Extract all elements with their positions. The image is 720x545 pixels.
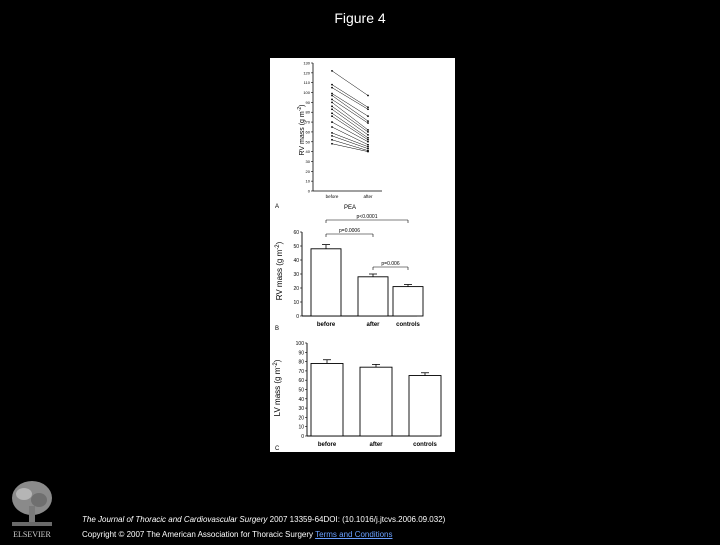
panel-b-p-value: p<0.0001 xyxy=(356,214,378,220)
panel-a-chart xyxy=(275,61,382,212)
panel-a-point-before xyxy=(331,99,333,101)
panel-b-bar xyxy=(393,287,423,316)
panel-a-point-after xyxy=(367,95,369,97)
panel-a-point-after xyxy=(367,131,369,133)
panel-b-ytick-label: 30 xyxy=(293,272,299,278)
panel-b-ytick-label: 0 xyxy=(296,314,299,320)
panel-a-ytick-label: 30 xyxy=(305,158,310,164)
panel-a-ytick-label: 60 xyxy=(305,129,310,135)
panel-a-ytick-label: 130 xyxy=(303,60,310,66)
panel-a-point-before xyxy=(331,121,333,123)
panel-a-point-after xyxy=(367,134,369,136)
panel-c-ytick-label: 70 xyxy=(298,368,304,375)
panel-b-ytick-label: 10 xyxy=(293,300,299,306)
panel-b-ytick-label: 20 xyxy=(293,286,299,292)
panel-c-ytick-label: 30 xyxy=(298,406,304,413)
terms-link[interactable]: Terms and Conditions xyxy=(315,530,393,539)
copyright-text: Copyright © 2007 The American Association for Thoracic Surgery xyxy=(82,530,314,539)
panel-b-ytick-label: 60 xyxy=(293,230,299,236)
panel-a-point-before xyxy=(331,101,333,103)
figure-panel xyxy=(270,58,455,452)
panel-a-point-before xyxy=(331,70,333,72)
panel-c-ytick-label: 40 xyxy=(298,396,304,403)
panel-a-point-before xyxy=(331,132,333,134)
panel-a-point-after xyxy=(367,141,369,143)
panel-c-ytick-label: 20 xyxy=(298,415,304,422)
panel-a-point-before xyxy=(331,108,333,110)
panel-b-p-value: p=0.0006 xyxy=(339,228,360,234)
panel-a-ytick-label: 50 xyxy=(305,139,310,145)
panel-a-point-before xyxy=(331,95,333,97)
panel-a-point-before xyxy=(331,93,333,95)
panel-a-ytick-label: 110 xyxy=(303,80,310,86)
panel-a-xlabel: PEA xyxy=(343,205,357,211)
panel-a-point-after xyxy=(367,108,369,110)
panel-a-letter: A xyxy=(275,204,280,210)
panel-a-patient-line xyxy=(332,133,368,147)
journal-title: The Journal of Thoracic and Cardiovascular Surgery xyxy=(82,515,268,524)
panel-a-ytick-label: 90 xyxy=(305,99,310,105)
panel-a-point-before xyxy=(331,139,333,141)
panel-a-point-after xyxy=(367,122,369,124)
panel-a-ytick-label: 10 xyxy=(305,178,310,184)
panel-c-ytick-label: 60 xyxy=(298,378,304,385)
panel-a-patient-line xyxy=(332,85,368,108)
panel-c-bar xyxy=(360,367,392,436)
panel-b-xtick-label: before xyxy=(316,322,336,328)
panel-a-point-before xyxy=(331,112,333,114)
panel-c-letter: C xyxy=(275,446,280,452)
panel-c-ytick-label: 10 xyxy=(298,424,304,431)
publisher-wordmark: ELSEVIER xyxy=(13,530,51,539)
panel-a-point-before xyxy=(331,143,333,145)
panel-a-patient-line xyxy=(332,109,368,135)
panel-a-point-after xyxy=(367,139,369,141)
panel-c-ytick-label: 80 xyxy=(298,359,304,366)
panel-a-patient-line xyxy=(332,94,368,117)
panel-a-patient-line xyxy=(332,71,368,96)
panel-a-point-before xyxy=(331,135,333,137)
panel-a-point-after xyxy=(367,120,369,122)
panel-a-xtick-label: after xyxy=(363,194,373,199)
panel-a-ytick-label: 70 xyxy=(305,119,310,125)
panel-a-point-after xyxy=(367,115,369,117)
figure-title: Figure 4 xyxy=(334,10,386,26)
panel-c-ytick-label: 90 xyxy=(298,350,304,357)
panel-c-ytick-label: 0 xyxy=(301,434,304,440)
elsevier-tree-icon xyxy=(4,476,60,540)
panel-b-bar xyxy=(311,249,341,316)
panel-a-patient-line xyxy=(332,144,368,152)
panel-b-bar xyxy=(358,277,388,316)
panel-a-ytick-label: 120 xyxy=(303,70,310,76)
panel-b-ytick-label: 50 xyxy=(293,244,299,250)
figure-charts xyxy=(270,58,455,452)
panel-a-ylabel: RV mass (g $m^{-2}$) xyxy=(297,104,306,156)
panel-a-ytick-label: 20 xyxy=(305,168,310,174)
panel-a-xtick-label: before xyxy=(325,194,339,199)
panel-a-patient-line xyxy=(332,122,368,142)
panel-c-ytick-label: 100 xyxy=(295,341,304,347)
panel-a-point-before xyxy=(331,115,333,117)
panel-b-letter: B xyxy=(275,326,280,332)
panel-a-patient-line xyxy=(332,140,368,151)
panel-b-ylabel: RV mass (g $m^{-2}$) xyxy=(275,241,284,301)
citation-line xyxy=(82,515,445,524)
panel-a-patient-line xyxy=(332,95,368,121)
panel-a-point-before xyxy=(331,87,333,89)
panel-a-point-after xyxy=(367,144,369,146)
panel-a-point-after xyxy=(367,148,369,150)
panel-a-ytick-label: 100 xyxy=(303,90,310,96)
panel-b-xtick-label: after xyxy=(366,322,380,328)
panel-c-xtick-label: before xyxy=(317,442,337,448)
panel-a-ytick-label: 0 xyxy=(307,188,310,194)
panel-b-chart xyxy=(275,214,423,332)
panel-a-point-before xyxy=(331,126,333,128)
panel-c-xtick-label: controls xyxy=(413,442,437,448)
panel-a-point-after xyxy=(367,146,369,148)
panel-a-point-before xyxy=(331,105,333,107)
panel-a-ytick-label: 80 xyxy=(305,109,310,115)
panel-a-patient-line xyxy=(332,88,368,110)
panel-a-point-after xyxy=(367,151,369,153)
panel-a-point-after xyxy=(367,129,369,131)
copyright-line xyxy=(82,530,393,539)
panel-c-ylabel: LV mass (g $m^{-2}$) xyxy=(273,359,282,417)
panel-a-point-after xyxy=(367,137,369,139)
panel-c-bar xyxy=(409,376,441,436)
panel-a-point-after xyxy=(367,106,369,108)
panel-c-bar xyxy=(311,363,343,436)
panel-a-ytick-label: 40 xyxy=(305,149,310,155)
panel-c-chart xyxy=(273,341,441,452)
panel-b-p-value: p=0.006 xyxy=(381,261,400,267)
panel-b-xtick-label: controls xyxy=(396,322,420,328)
panel-c-ytick-label: 50 xyxy=(298,387,304,394)
panel-a-point-before xyxy=(331,84,333,86)
elsevier-logo xyxy=(4,476,60,540)
citation-details: 2007 13359-64DOI: (10.1016/j.jtcvs.2006.09.032) xyxy=(267,515,446,524)
panel-c-xtick-label: after xyxy=(369,442,383,448)
panel-b-ytick-label: 40 xyxy=(293,258,299,264)
